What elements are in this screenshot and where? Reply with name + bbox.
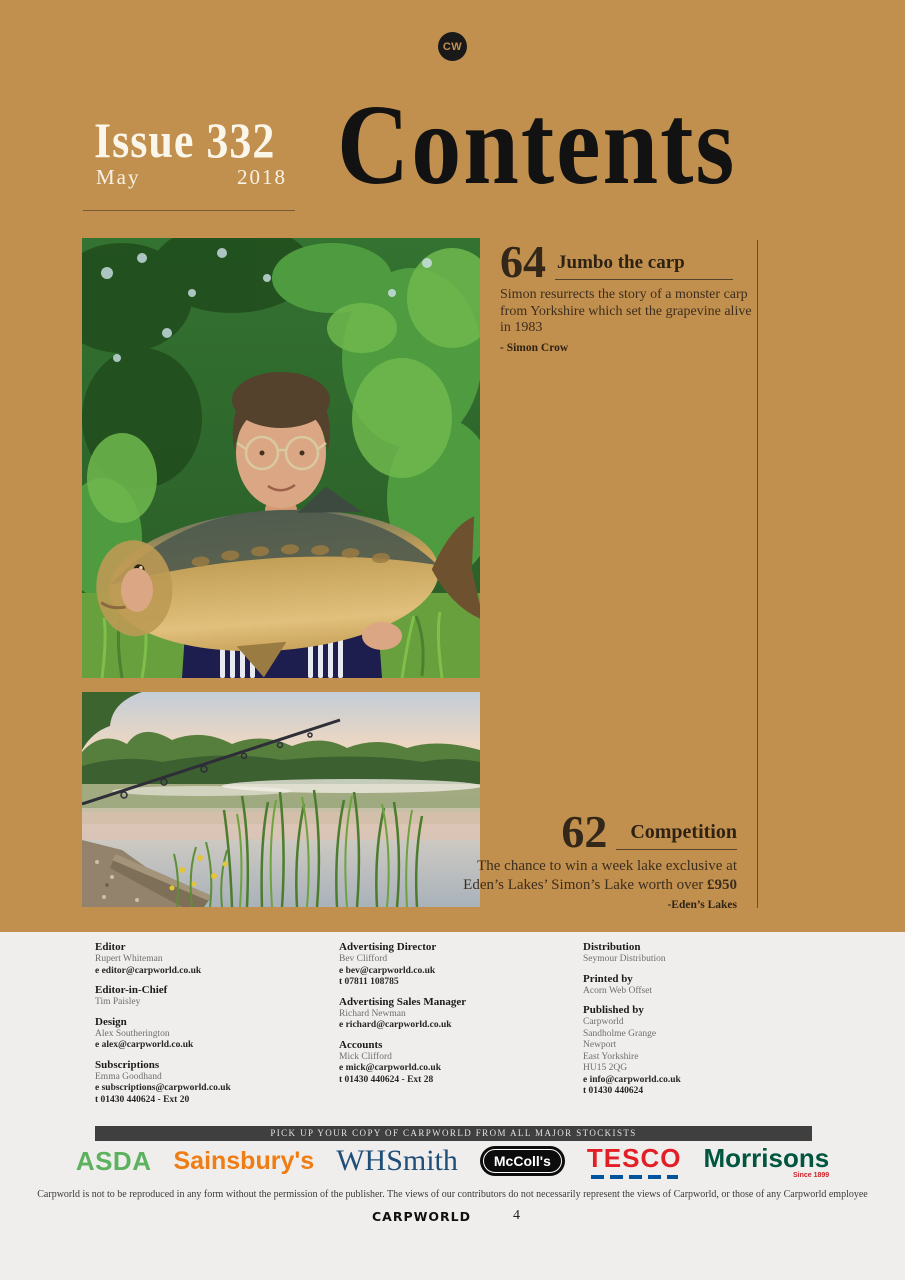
credit-heading: Advertising Director (339, 941, 437, 953)
feature-byline: - Simon Crow (500, 342, 569, 355)
credit-email: e editor@carpworld.co.uk (95, 965, 202, 976)
credit-email: e richard@carpworld.co.uk (339, 1020, 452, 1030)
magazine-name: CARPWORLD (372, 1209, 472, 1224)
lake-photo-illustration (82, 692, 480, 907)
mccolls-logo (480, 1146, 565, 1176)
contents-entry-competition[interactable] (437, 806, 737, 912)
carpworld-logo-icon (438, 32, 467, 61)
credit-phone: t 01430 440624 - Ext 20 (95, 1094, 190, 1105)
publisher-address: East Yorkshire (583, 1051, 639, 1062)
credit-name: Bev Clifford (339, 954, 388, 964)
credit-advertising-director (339, 941, 574, 989)
publisher-phone: t 01430 440624 (583, 1086, 644, 1096)
credit-name: Tim Paisley (95, 997, 141, 1007)
credit-heading: Printed by (583, 972, 633, 985)
morrisons-logo-text: Morrisons (703, 1143, 830, 1173)
mccolls-logo-text: McColl's (483, 1149, 562, 1173)
credit-accounts (339, 1039, 574, 1087)
logo-text: CW (442, 40, 463, 53)
credit-printed-by (583, 973, 818, 998)
prize-value: £950 (707, 876, 737, 893)
issue-date (96, 165, 287, 190)
carp-catch-photo (82, 238, 480, 678)
feature-description-text: The chance to win a week lake exclusive at Eden’s Lakes’ Simon’s Lake worth over (463, 857, 737, 893)
page-number: 4 (513, 1208, 520, 1223)
credit-advertising-sales-manager (339, 996, 574, 1032)
publisher-address: Sandholme Grange (583, 1028, 657, 1039)
credit-heading: Published by (583, 1004, 644, 1016)
stockists-banner: PICK UP YOUR COPY OF CARPWORLD FROM ALL MAJOR STOCKISTS (95, 1126, 812, 1141)
page-title: Contents (337, 80, 737, 209)
publisher-name: Carpworld (583, 1017, 624, 1027)
credits-column-3 (583, 941, 818, 1105)
credit-email: e subscriptions@carpworld.co.uk (95, 1083, 231, 1093)
contents-entry-jumbo-the-carp[interactable] (500, 236, 758, 355)
credit-editor (95, 941, 330, 977)
publisher-email: e info@carpworld.co.uk (583, 1074, 681, 1085)
credit-email: e bev@carpworld.co.uk (339, 965, 436, 976)
sainsburys-logo: Sainsbury's (173, 1146, 315, 1175)
credit-name: Richard Newman (339, 1008, 406, 1019)
feature-page-number: 62 (561, 806, 608, 857)
tesco-logo-text: TESCO (586, 1143, 682, 1173)
credit-name: Mick Clifford (339, 1051, 392, 1062)
morrisons-tagline: Since 1899 (792, 1172, 830, 1179)
issue-year: 2018 (237, 165, 287, 189)
morrisons-logo (703, 1143, 829, 1179)
credit-subscriptions (95, 1059, 330, 1107)
masthead-footer (0, 932, 905, 1280)
credit-name: Rupert Whiteman (95, 954, 163, 964)
publisher-address: Newport (583, 1040, 617, 1050)
feature-description: Simon resurrects the story of a monster carp from Yorkshire which set the grapevine alive in 1983 (500, 286, 752, 336)
tesco-underline (591, 1175, 678, 1179)
credit-design (95, 1016, 330, 1052)
credit-heading: Editor (95, 941, 126, 953)
credit-heading: Accounts (339, 1038, 383, 1051)
whsmith-logo: WHSmith (336, 1144, 458, 1177)
feature-description (437, 857, 737, 895)
issue-month: May (96, 165, 141, 189)
publisher-postcode: HU15 2QG (583, 1063, 628, 1073)
feature-byline: -Eden’s Lakes (667, 899, 737, 912)
carp-photo-illustration (82, 238, 480, 678)
issue-number: Issue 332 (94, 113, 276, 168)
credit-email: e alex@carpworld.co.uk (95, 1040, 194, 1050)
credit-name: Emma Goodhand (95, 1071, 162, 1082)
credit-heading: Editor-in-Chief (95, 984, 168, 996)
credits-column-2 (339, 941, 574, 1093)
feature-heading (437, 806, 737, 857)
credit-phone: t 01430 440624 - Ext 28 (339, 1074, 434, 1085)
credit-name: Alex Southerington (95, 1028, 170, 1039)
feature-title: Jumbo the carp (555, 252, 733, 280)
credit-distribution (583, 941, 818, 966)
credit-editor-in-chief (95, 984, 330, 1009)
credit-heading: Subscriptions (95, 1058, 160, 1071)
feature-page-number: 64 (500, 236, 546, 287)
credit-phone: t 07811 108785 (339, 977, 399, 987)
credit-heading: Distribution (583, 941, 641, 953)
credit-heading: Design (95, 1015, 127, 1028)
issue-divider (83, 210, 295, 211)
credit-name: Seymour Distribution (583, 954, 666, 964)
tesco-logo (587, 1143, 682, 1179)
credit-published-by (583, 1004, 818, 1098)
credit-heading: Advertising Sales Manager (339, 995, 467, 1008)
stockist-logos-row (0, 1140, 905, 1182)
credits-column-1 (95, 941, 330, 1113)
lake-photo (82, 692, 480, 907)
credit-name: Acorn Web Offset (583, 985, 653, 996)
asda-logo: ASDA (75, 1145, 152, 1176)
copyright-disclaimer: Carpworld is not to be reproduced in any form without the permission of the publisher. The views of our contributors do not necessarily represent the views of Carpworld, or those of any Carpworld employee (37, 1189, 868, 1200)
feature-title: Competition (616, 821, 737, 850)
credit-email: e mick@carpworld.co.uk (339, 1063, 441, 1073)
feature-heading (500, 236, 758, 287)
